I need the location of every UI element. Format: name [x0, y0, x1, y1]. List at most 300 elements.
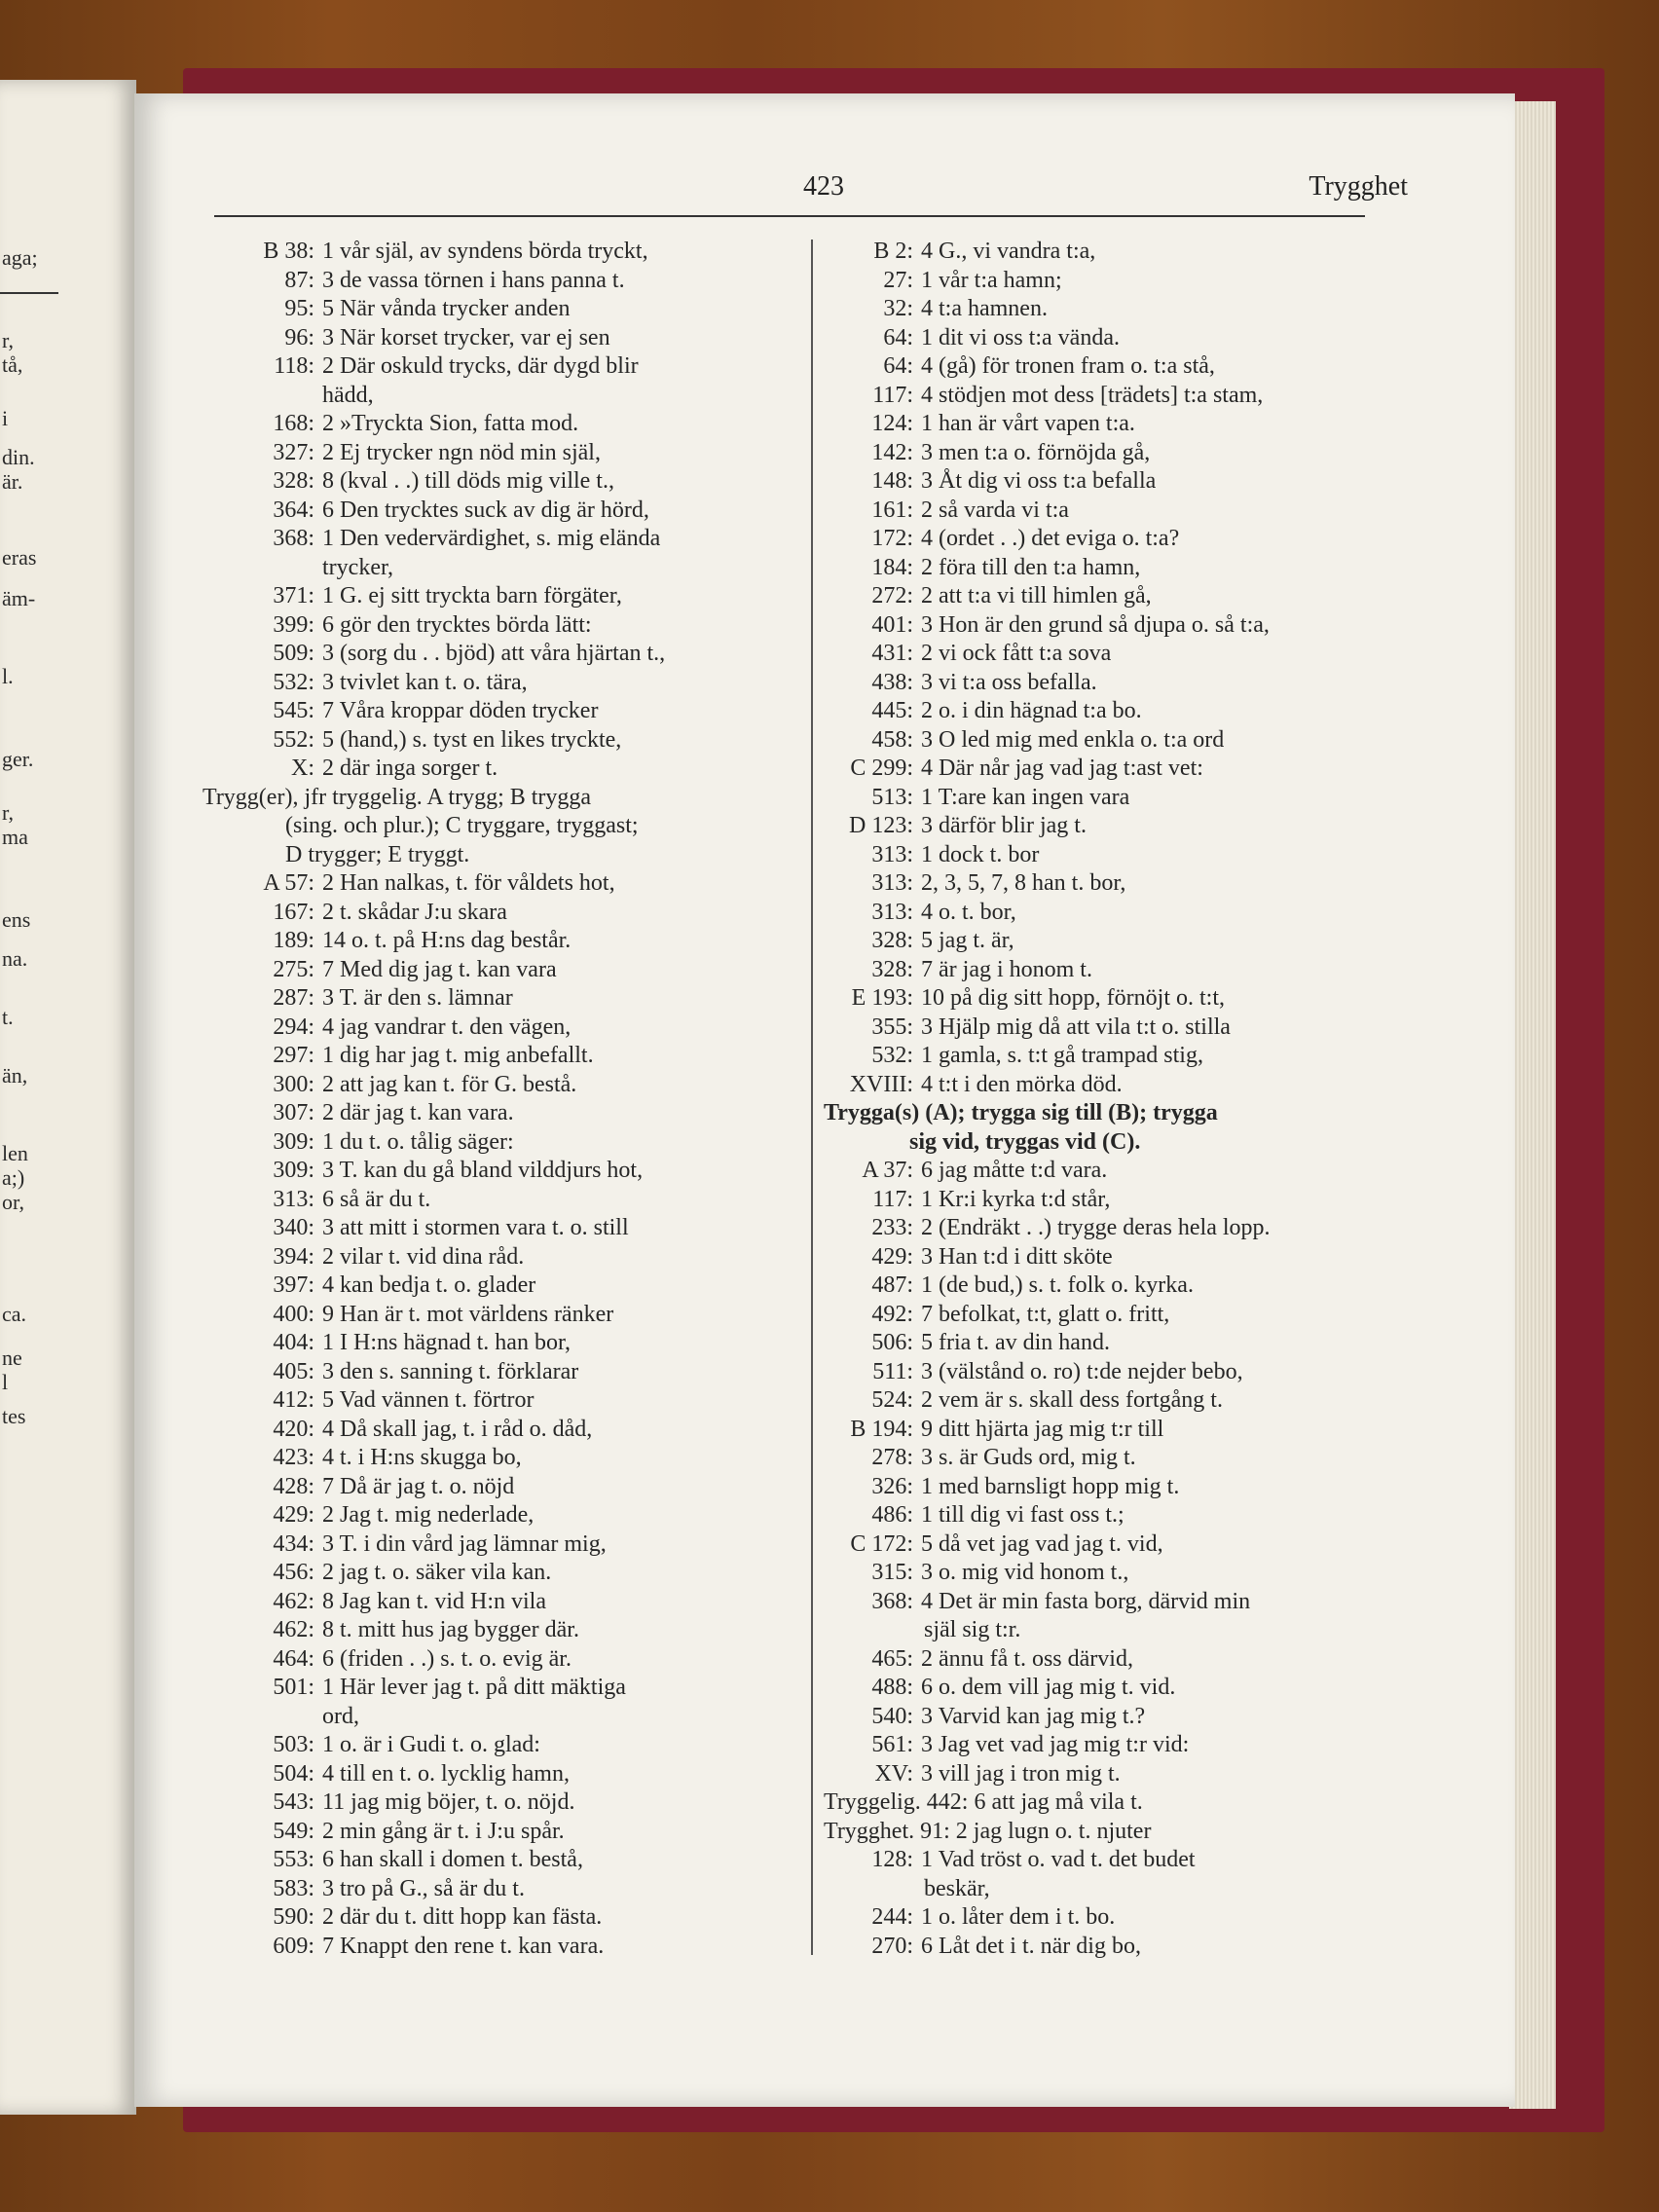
index-entry [203, 1157, 792, 1186]
entry-reference: 309: [273, 1158, 314, 1183]
index-entry [203, 324, 792, 353]
index-entry [203, 582, 792, 611]
entry-reference: 297: [273, 1043, 314, 1068]
entry-text: 1 (de bud,) s. t. folk o. kyrka. [921, 1272, 1194, 1298]
index-entry [203, 1301, 792, 1330]
entry-reference: 583: [273, 1875, 314, 1901]
entry-reference: 513: [871, 784, 913, 810]
entry-text: 2 jag t. o. säker vila kan. [322, 1560, 552, 1585]
index-entry [203, 1042, 792, 1071]
entry-reference: 545: [273, 698, 314, 723]
entry-reference: 503: [273, 1732, 314, 1757]
entry-reference: 590: [273, 1904, 314, 1930]
index-entry [203, 726, 792, 756]
index-entry [203, 1559, 792, 1588]
entry-reference: 462: [273, 1617, 314, 1642]
index-entry [824, 927, 1418, 956]
entry-text: 3 den s. sanning t. förklarar [322, 1358, 579, 1384]
entry-text: 3 T. i din vård jag lämnar mig, [322, 1530, 607, 1557]
entry-reference: 124: [871, 411, 913, 436]
entry-reference: 487: [871, 1272, 913, 1298]
entry-reference: 95: [284, 296, 314, 321]
entry-reference: 270: [871, 1933, 913, 1959]
headword: (sing. och plur.); C tryggare, tryggast; [285, 813, 639, 838]
previous-page-fragment: ne [2, 1346, 22, 1370]
entry-text: 8 (kval . .) till döds mig ville t., [322, 468, 614, 494]
entry-text: 14 o. t. på H:ns dag består. [322, 928, 571, 953]
index-entry [824, 841, 1418, 870]
entry-text: 2 (Endräkt . .) trygge deras hela lopp. [921, 1215, 1271, 1240]
index-entry [203, 611, 792, 641]
previous-page-fragment: t. [2, 1005, 14, 1029]
headword: Trygga(s) (A); trygga sig till (B); trygga [824, 1100, 1218, 1125]
index-entry [824, 1731, 1418, 1760]
previous-page-fragment: än, [2, 1063, 28, 1088]
previous-page-fragment: ger. [2, 747, 34, 771]
entry-text: 4 (ordet . .) det eviga o. t:a? [921, 526, 1180, 551]
entry-reference: 532: [273, 669, 314, 695]
entry-text: 1 han är vårt vapen t:a. [921, 411, 1135, 436]
index-entry [824, 324, 1418, 353]
entry-text: 6 gör den trycktes börda lätt: [322, 611, 592, 638]
entry-text: 1 dig har jag t. mig anbefallt. [322, 1043, 594, 1068]
entry-reference: 400: [273, 1301, 314, 1327]
index-entry [824, 1243, 1418, 1272]
index-entry [824, 1128, 1418, 1158]
index-entry [824, 1674, 1418, 1703]
entry-text: 9 Han är t. mot världens ränker [322, 1301, 614, 1327]
previous-page-fragment: är. [2, 469, 23, 494]
entry-reference: 486: [871, 1502, 913, 1528]
previous-page-fragment: ens [2, 907, 31, 932]
entry-reference: 368: [871, 1588, 913, 1614]
index-entry [824, 1214, 1418, 1243]
entry-text: 2 vi ock fått t:a sova [921, 641, 1112, 666]
entry-text: 3 s. är Guds ord, mig t. [921, 1445, 1136, 1470]
entry-reference: 117: [872, 1186, 913, 1212]
entry-text: 7 är jag i honom t. [921, 956, 1092, 982]
index-entry [203, 927, 792, 956]
entry-text: 3 vill jag i tron mig t. [921, 1760, 1121, 1787]
entry-text: 1 du t. o. tålig säger: [322, 1128, 514, 1155]
previous-page-fragment: tå, [2, 352, 23, 377]
entry-text: 3 Jag vet vad jag mig t:r vid: [921, 1732, 1190, 1757]
entry-reference: 509: [273, 641, 314, 666]
index-entry [824, 1157, 1418, 1186]
entry-reference: 456: [273, 1560, 314, 1585]
index-entry [203, 1386, 792, 1416]
entry-text: 5 När vånda trycker anden [322, 296, 571, 321]
entry-text: 4 kan bedja t. o. glader [322, 1272, 536, 1298]
entry-text: 5 Vad vännen t. förtror [322, 1387, 535, 1413]
entry-reference: 168: [273, 411, 314, 436]
index-entry [203, 1014, 792, 1043]
index-entry [203, 1243, 792, 1272]
page-number: 423 [803, 171, 844, 202]
entry-reference: 307: [273, 1100, 314, 1125]
entry-text: 3 Varvid kan jag mig t.? [921, 1703, 1146, 1729]
entry-reference: 506: [871, 1330, 913, 1355]
entry-reference: 394: [273, 1243, 314, 1270]
index-entry [824, 1703, 1418, 1732]
index-entry [824, 1559, 1418, 1588]
entry-reference: 488: [871, 1675, 913, 1700]
entry-text: 1 I H:ns hägnad t. han bor, [322, 1330, 571, 1355]
entry-reference: 275: [273, 956, 314, 982]
index-entry [824, 726, 1418, 756]
index-entry [824, 869, 1418, 899]
entry-reference: 96: [284, 324, 314, 350]
entry-reference: 309: [273, 1128, 314, 1155]
index-entry [824, 1933, 1418, 1962]
index-entry [203, 1099, 792, 1128]
entry-reference: 405: [273, 1358, 314, 1384]
entry-continuation: beskär, [924, 1875, 990, 1901]
previous-page-fragment: l [2, 1370, 9, 1394]
entry-reference: 368: [273, 526, 314, 551]
entry-reference: 161: [871, 497, 913, 523]
entry-text: 8 t. mitt hus jag bygger där. [322, 1617, 579, 1642]
entry-reference: 364: [273, 497, 314, 523]
entry-reference: 340: [273, 1215, 314, 1240]
entry-continuation: ord, [322, 1703, 359, 1729]
entry-reference: 184: [871, 554, 913, 580]
entry-text: 3 de vassa törnen i hans panna t. [322, 267, 625, 293]
index-entry [824, 382, 1418, 411]
entry-reference: C 299: [850, 756, 913, 781]
index-entry [203, 1071, 792, 1100]
entry-text: 2 att jag kan t. för G. bestå. [322, 1071, 577, 1097]
index-entry [824, 1760, 1418, 1789]
entry-reference: 64: [883, 324, 913, 350]
entry-text: 3 När korset trycker, var ej sen [322, 324, 610, 350]
entry-reference: 492: [871, 1301, 913, 1327]
entry-reference: 458: [871, 726, 913, 753]
entry-text: 2 vem är s. skall dess fortgång t. [921, 1387, 1223, 1413]
entry-text: 7 Våra kroppar döden trycker [322, 698, 599, 723]
entry-text: 2 att t:a vi till himlen gå, [921, 583, 1152, 608]
index-entry [203, 1933, 792, 1962]
entry-text: 3 Hon är den grund så djupa o. så t:a, [921, 611, 1270, 638]
entry-text: 2 där inga sorger t. [322, 756, 498, 781]
entry-text: 2 »Tryckta Sion, fatta mod. [322, 411, 579, 436]
entry-text: 1 gamla, s. t:t gå trampad stig, [921, 1043, 1203, 1068]
entry-text: 9 ditt hjärta jag mig t:r till [921, 1416, 1164, 1442]
index-entry [824, 554, 1418, 583]
entry-reference: E 193: [851, 985, 913, 1011]
entry-reference: B 38: [263, 239, 314, 264]
index-entry [824, 1530, 1418, 1560]
previous-page-fragment: na. [2, 946, 28, 971]
previous-page-fragment: len [2, 1141, 28, 1165]
index-entry [203, 525, 792, 554]
index-entry [824, 1272, 1418, 1301]
entry-reference: D 123: [849, 813, 913, 838]
index-entry [824, 439, 1418, 468]
entry-text: 2 o. i din hägnad t:a bo. [921, 698, 1142, 723]
entry-reference: 464: [273, 1645, 314, 1672]
entry-text: 4 Då skall jag, t. i råd o. dåd, [322, 1416, 593, 1442]
entry-text: 2 där du t. ditt hopp kan fästa. [322, 1904, 603, 1930]
entry-text: 7 befolkat, t:t, glatt o. fritt, [921, 1301, 1170, 1327]
entry-text: 11 jag mig böjer, t. o. nöjd. [322, 1789, 575, 1815]
entry-text: 2 där jag t. kan vara. [322, 1100, 514, 1125]
entry-text: 3 tro på G., så är du t. [322, 1875, 525, 1901]
index-entry [824, 352, 1418, 382]
entry-reference: C 172: [850, 1530, 913, 1557]
entry-text: 1 Den vedervärdighet, s. mig elända [322, 526, 661, 551]
index-entry [203, 784, 792, 813]
entry-text: 5 fria t. av din hand. [921, 1330, 1110, 1355]
entry-reference: 429: [871, 1243, 913, 1270]
index-entry [203, 899, 792, 928]
headword: sig vid, tryggas vid (C). [909, 1128, 1141, 1155]
entry-reference: 327: [273, 439, 314, 465]
entry-continuation: själ sig t:r. [924, 1617, 1021, 1642]
previous-page-fragment: tes [2, 1404, 26, 1428]
entry-reference: 553: [273, 1847, 314, 1872]
entry-text: 1 o. är i Gudi t. o. glad: [322, 1732, 540, 1757]
entry-text: 1 Kr:i kyrka t:d står, [921, 1186, 1111, 1212]
entry-reference: 371: [273, 583, 314, 608]
previous-page-fragment: äm- [2, 586, 36, 610]
entry-reference: 543: [273, 1789, 314, 1815]
index-entry [203, 1616, 792, 1645]
entry-reference: 64: [883, 353, 913, 379]
previous-page-fragment: eras [2, 545, 37, 570]
index-entry [203, 1501, 792, 1530]
entry-reference: 315: [871, 1560, 913, 1585]
entry-reference: 609: [273, 1933, 314, 1959]
index-entry [203, 669, 792, 698]
entry-text: 2, 3, 5, 7, 8 han t. bor, [921, 870, 1126, 896]
entry-text: 1 T:are kan ingen vara [921, 784, 1130, 810]
entry-text: 3 Hjälp mig då att vila t:t o. stilla [921, 1014, 1231, 1040]
entry-reference: 524: [871, 1387, 913, 1413]
right-column [824, 238, 1418, 1961]
entry-reference: 465: [871, 1645, 913, 1672]
entry-reference: 313: [871, 841, 913, 867]
entry-reference: 428: [273, 1473, 314, 1499]
entry-reference: 328: [871, 956, 913, 982]
index-entry [203, 1214, 792, 1243]
entry-reference: 27: [883, 267, 913, 293]
index-entry [203, 382, 792, 411]
entry-text: 2 ännu få t. oss därvid, [921, 1645, 1133, 1672]
index-entry [203, 238, 792, 267]
entry-text: 6 o. dem vill jag mig t. vid. [921, 1675, 1176, 1700]
entry-reference: 431: [871, 641, 913, 666]
entry-text: 4 Det är min fasta borg, därvid min [921, 1588, 1251, 1614]
index-entry [203, 1128, 792, 1158]
entry-reference: 434: [273, 1530, 314, 1557]
entry-reference: 142: [871, 439, 913, 465]
entry-text: 1 vår t:a hamn; [921, 267, 1062, 293]
entry-reference: 412: [273, 1387, 314, 1413]
index-entry [824, 755, 1418, 784]
entry-text: 4 t:t i den mörka död. [921, 1071, 1123, 1097]
index-entry [203, 697, 792, 726]
entry-reference: 313: [871, 899, 913, 925]
entry-text: 2 Jag t. mig nederlade, [322, 1502, 535, 1528]
entry-reference: 278: [871, 1445, 913, 1470]
entry-text: 1 o. låter dem i t. bo. [921, 1904, 1116, 1930]
entry-text: 3 T. kan du gå bland vilddjurs hot, [322, 1158, 644, 1183]
index-entry [824, 1358, 1418, 1387]
entry-text: 3 (sorg du . . bjöd) att våra hjärtan t., [322, 641, 666, 666]
index-page [134, 93, 1515, 2107]
entry-text: 6 (friden . .) s. t. o. evig är. [322, 1645, 571, 1672]
index-entry [824, 669, 1418, 698]
headword: D trygger; E tryggt. [285, 841, 470, 867]
entry-text: 8 Jag kan t. vid H:n vila [322, 1588, 546, 1614]
running-head: Trygghet [1309, 171, 1408, 202]
index-entry [824, 784, 1418, 813]
entry-reference: 118: [274, 353, 314, 379]
entry-text: 4 Där når jag vad jag t:ast vet: [921, 756, 1203, 781]
entry-text: 3 att mitt i stormen vara t. o. still [322, 1215, 629, 1240]
headword: Tryggelig. 442: 6 att jag må vila t. [824, 1789, 1143, 1815]
entry-reference: 167: [273, 899, 314, 925]
index-entry [824, 1616, 1418, 1645]
entry-text: 1 Här lever jag t. på ditt mäktiga [322, 1675, 626, 1700]
index-entry [203, 267, 792, 296]
entry-reference: A 37: [862, 1158, 913, 1183]
entry-reference: XVIII: [849, 1071, 913, 1097]
index-entry [824, 1042, 1418, 1071]
previous-page-fragment: l. [2, 664, 14, 688]
index-entry [824, 984, 1418, 1014]
index-entry [203, 1674, 792, 1703]
index-entry [203, 1818, 792, 1847]
entry-reference: 504: [273, 1760, 314, 1787]
entry-reference: 148: [871, 468, 913, 494]
entry-text: 2 Där oskuld trycks, där dygd blir [322, 353, 639, 379]
entry-reference: 117: [872, 382, 913, 408]
page-edges [1509, 101, 1556, 2109]
left-column [203, 238, 792, 1961]
index-entry [824, 611, 1418, 641]
index-entry [824, 1329, 1418, 1358]
entry-reference: XV: [874, 1760, 913, 1787]
index-entry [203, 1731, 792, 1760]
entry-text: 7 Med dig jag t. kan vara [322, 956, 557, 982]
index-entry [824, 697, 1418, 726]
index-entry [203, 1416, 792, 1445]
entry-text: 2 vilar t. vid dina råd. [322, 1243, 525, 1270]
entry-reference: 355: [871, 1014, 913, 1040]
index-entry [824, 1788, 1418, 1818]
previous-page-fragment: or, [2, 1190, 24, 1214]
index-entry [203, 1272, 792, 1301]
index-entry [203, 1846, 792, 1875]
entry-text: 4 G., vi vandra t:a, [921, 239, 1096, 264]
entry-text: 3 Han t:d i ditt sköte [921, 1243, 1113, 1270]
index-entry [824, 640, 1418, 669]
entry-text: 4 stödjen mot dess [trädets] t:a stam, [921, 382, 1264, 408]
entry-text: 1 till dig vi fast oss t.; [921, 1502, 1124, 1528]
index-entry [203, 410, 792, 439]
index-entry [824, 497, 1418, 526]
entry-reference: 397: [273, 1272, 314, 1298]
entry-reference: B 194: [850, 1416, 913, 1442]
index-entry [824, 899, 1418, 928]
index-entry [824, 467, 1418, 497]
previous-page-fragment: r, [2, 328, 14, 352]
index-entry [203, 497, 792, 526]
entry-text: 2 min gång är t. i J:u spår. [322, 1818, 565, 1844]
index-entry [824, 1014, 1418, 1043]
index-entry [824, 295, 1418, 324]
entry-reference: 552: [273, 726, 314, 753]
index-entry [824, 1645, 1418, 1675]
entry-reference: 429: [273, 1502, 314, 1528]
entry-text: 3 men t:a o. förnöjda gå, [921, 439, 1151, 465]
index-entry [203, 439, 792, 468]
entry-reference: 561: [871, 1732, 913, 1757]
previous-page-fragment: a;) [2, 1165, 25, 1190]
entry-continuation: trycker, [322, 554, 393, 580]
index-entry [824, 1386, 1418, 1416]
entry-text: 1 Vad tröst o. vad t. det budet [921, 1847, 1196, 1872]
entry-text: 3 därför blir jag t. [921, 813, 1087, 838]
index-entry [203, 1903, 792, 1933]
previous-page-rule [0, 292, 58, 294]
index-entry [203, 554, 792, 583]
index-entry [824, 525, 1418, 554]
entry-text: 7 Knappt den rene t. kan vara. [322, 1933, 605, 1959]
index-entry [203, 352, 792, 382]
index-entry [203, 755, 792, 784]
entry-reference: 272: [871, 583, 913, 608]
index-entry [203, 841, 792, 870]
entry-text: 6 så är du t. [322, 1186, 431, 1212]
entry-reference: 501: [273, 1675, 314, 1700]
index-entry [824, 1501, 1418, 1530]
index-entry [824, 1903, 1418, 1933]
index-entry [203, 1358, 792, 1387]
index-entry [824, 1588, 1418, 1617]
index-entry [203, 640, 792, 669]
entry-reference: B 2: [873, 239, 913, 264]
previous-page-fragment: ca. [2, 1302, 27, 1326]
entry-text: 7 Då är jag t. o. nöjd [322, 1473, 515, 1499]
entry-text: 1 dock t. bor [921, 841, 1040, 867]
entry-text: 4 t. i H:ns skugga bo, [322, 1445, 522, 1470]
entry-reference: 511: [872, 1358, 913, 1384]
previous-page-fragment: r, [2, 800, 14, 825]
index-entry [824, 812, 1418, 841]
index-entry [824, 1416, 1418, 1445]
entry-text: 6 han skall i domen t. bestå, [322, 1847, 583, 1872]
index-entry [203, 956, 792, 985]
entry-reference: 328: [871, 928, 913, 953]
entry-reference: 328: [273, 468, 314, 494]
entry-text: 2 så varda vi t:a [921, 497, 1069, 523]
entry-text: 4 till en t. o. lycklig hamn, [322, 1760, 570, 1787]
entry-reference: 87: [284, 267, 314, 293]
headword: Trygghet. 91: 2 jag lugn o. t. njuter [824, 1818, 1152, 1844]
entry-reference: 462: [273, 1588, 314, 1614]
index-entry [824, 1473, 1418, 1502]
entry-reference: 423: [273, 1445, 314, 1470]
entry-reference: 549: [273, 1818, 314, 1844]
index-entry [203, 1760, 792, 1789]
entry-text: 5 jag t. är, [921, 928, 1014, 953]
index-entry [203, 869, 792, 899]
entry-reference: 399: [273, 611, 314, 638]
entry-reference: 438: [871, 669, 913, 695]
